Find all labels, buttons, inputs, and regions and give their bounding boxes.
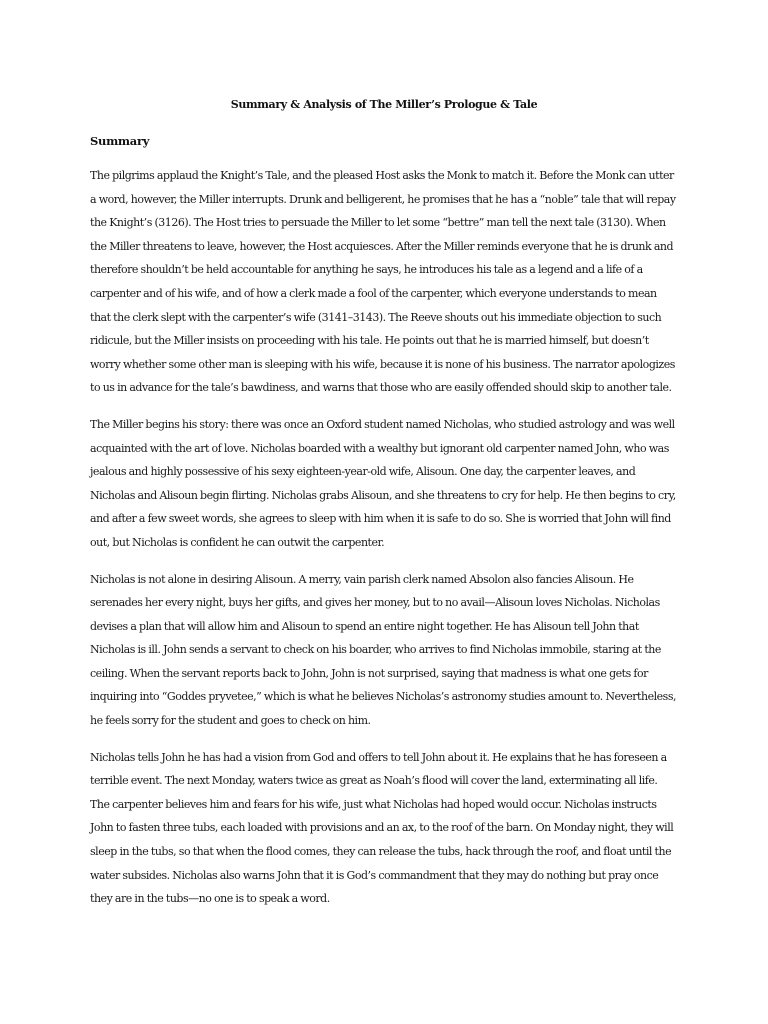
document-title: Summary & Analysis of The Miller’s Prologue & Tale [230, 98, 538, 111]
summary-paragraph-3: Nicholas is not alone in desiring Alisoun. A merry, vain parish clerk named Absolon also fancies Alisoun. He serenades her every night, buys her gifts, and gives her money, but to no avail—Alisoun loves Nicholas. Nicholas devises a plan that will allow him and Alisoun to spend an entire night together. He has Alisoun tell John that Nicholas is ill. John sends a servant to check on his boarder, who arrives to find Nicholas immobile, staring at the ceiling. When the servant reports back to John, John is not surprised, saying that madness is what one gets for inquiring into “Goddes pryvetee,” which is what he believes Nicholas’s astronomy studies amount to. Nevertheless, he feels sorry for the student and goes to check on him. [90, 572, 677, 728]
summary-paragraph-4: Nicholas tells John he has had a vision from God and offers to tell John about it. He explains that he has foreseen a terrible event. The next Monday, waters twice as great as Noah’s flood will cover the land, exterminating all life. The carpenter believes him and fears for his wife, just what Nicholas had hoped would occur. Nicholas instructs John to fasten three tubs, each loaded with provisions and an ax, to the roof of the barn. On Monday night, they will sleep in the tubs, so that when the flood comes, they can release the tubs, hack through the roof, and float until the water subsides. Nicholas also warns John that it is God’s commandment that they may do nothing but pray once they are in the tubs—no one is to speak a word. [90, 750, 674, 906]
section-heading-summary: Summary [90, 134, 150, 148]
summary-paragraph-2: The Miller begins his story: there was once an Oxford student named Nicholas, who studied astrology and was well acquainted with the art of love. Nicholas boarded with a wealthy but ignorant old carpenter named John, who was jealous and highly possessive of his sexy eighteen-year-old wife, Alisoun. One day, the carpenter leaves, and Nicholas and Alisoun begin flirting. Nicholas grabs Alisoun, and she threatens to cry for help. He then begins to cry, and after a few sweet words, she agrees to sleep with him when it is safe to do so. She is worried that John will find out, but Nicholas is confident he can outwit the carpenter. [90, 417, 676, 549]
summary-paragraph-1: The pilgrims applaud the Knight’s Tale, and the pleased Host asks the Monk to match it. Before the Monk can utter a word, however, the Miller interrupts. Drunk and belligerent, he promises that he has a “noble” tale that will repay the Knight’s (3126). The Host tries to persuade the Miller to let some “bettre” man tell the next tale (3130). When the Miller threatens to leave, however, the Host acquiesces. After the Miller reminds everyone that he is drunk and therefore shouldn’t be held accountable for anything he says, he introduces his tale as a legend and a life of a carpenter and of his wife, and of how a clerk made a fool of the carpenter, which everyone understands to mean that the clerk slept with the carpenter’s wife (3141–3143). The Reeve shouts out his immediate objection to such ridicule, but the Miller insists on proceeding with his tale. He points out that he is married himself, but doesn’t worry whether some other man is sleeping with his wife, because it is none of his business. The narrator apologizes to us in advance for the tale’s bawdiness, and warns that those who are easily offended should skip to another tale. [90, 169, 676, 395]
